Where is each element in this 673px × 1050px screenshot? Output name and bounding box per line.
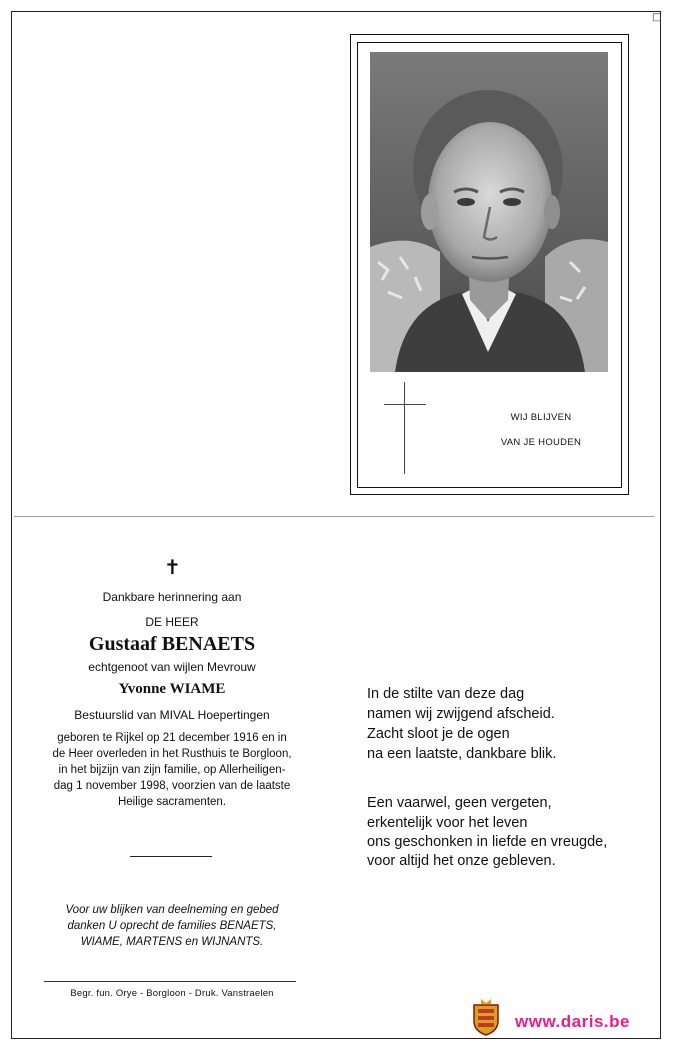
spouse-name [40, 681, 304, 698]
cross-icon: ✝ [164, 555, 181, 579]
bio-line-4: dag 1 november 1998, voorzien van de laatste [53, 780, 291, 792]
thanks-line-1: Voor uw blijken van deelneming en gebed [65, 904, 279, 916]
motto-line-1: WIJ BLIJVEN [510, 412, 572, 423]
bio-line-2: de Heer overleden in het Rusthuis te Borgloon, [52, 748, 292, 760]
spouse-intro: echtgenoot van wijlen Mevrouw [88, 660, 256, 674]
bio-line-3: in het bijzijn van zijn familie, op Allerheiligen- [58, 764, 286, 776]
bio-line-1: geboren te Rijkel op 21 december 1916 en in [57, 732, 287, 744]
poem-line-3: Zacht sloot je de ogen [367, 726, 510, 742]
intro-text: Dankbare herinnering aan [102, 590, 242, 604]
poem-line-6: erkentelijk voor het leven [367, 815, 528, 831]
poem-line-4: na een laatste, dankbare blik. [367, 746, 557, 762]
spouse-first-name: Yvonne [118, 681, 167, 697]
thanks-line-2: danken U oprecht de families BENAETS, [67, 920, 277, 932]
portrait-photo [370, 52, 608, 372]
deceased-last-name: BENAETS [161, 633, 256, 655]
poem-line-7: ons geschonken in liefde en vreugde, [367, 834, 608, 850]
bio-line-5: Heilige sacramenten. [117, 796, 227, 808]
crest-icon [471, 997, 501, 1037]
title-text: DE HEER [145, 615, 199, 629]
short-divider [130, 856, 212, 857]
spouse-last-name: WIAME [169, 681, 226, 697]
poem-line-2: namen wij zwijgend afscheid. [367, 706, 555, 722]
watermark-text[interactable]: www.daris.be [515, 1012, 630, 1031]
footer-printer-text: Begr. fun. Orye - Borgloon - Druk. Vanstraelen [70, 988, 274, 999]
thin-cross-icon-vertical [404, 382, 405, 474]
thin-cross-icon-horizontal [384, 404, 426, 405]
poem-line-8: voor altijd het onze gebleven. [367, 853, 556, 869]
role-text: Bestuurslid van MIVAL Hoepertingen [74, 708, 270, 722]
motto-line-2: VAN JE HOUDEN [500, 437, 582, 448]
footer-divider [44, 981, 296, 982]
poem-line-1: In de stilte van deze dag [367, 686, 525, 702]
poem-line-5: Een vaarwel, geen vergeten, [367, 795, 552, 811]
fold-line [14, 516, 654, 517]
deceased-first-name: Gustaaf [88, 633, 157, 655]
thanks-line-3: WIAME, MARTENS en WIJNANTS. [80, 936, 264, 948]
corner-square-icon: □ [652, 12, 662, 23]
deceased-name [40, 633, 304, 656]
